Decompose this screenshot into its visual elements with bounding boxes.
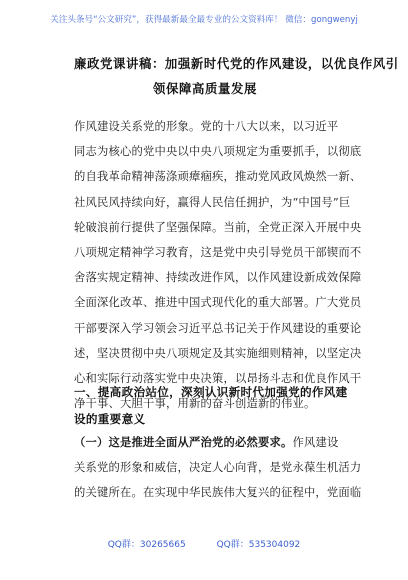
section-heading-line-2: 设的重要意义	[74, 412, 146, 426]
subsection-lead: （一）这是推进全面从严治党的必然要求。	[74, 435, 293, 449]
paragraph-line: 轮破浪前行提供了坚强保障。当前，全党正深入开展中央	[74, 220, 362, 234]
paragraph-line: 同志为核心的党中央以中央八项规定为重要抓手，以彻底	[74, 145, 362, 159]
paragraph-line: 社风民风持续向好，赢得人民信任拥护，为“中国号”巨	[74, 195, 351, 209]
section-heading-1	[74, 379, 348, 433]
section-heading-line-1: 一、提高政治站位，深刻认识新时代加强党的作风建	[74, 385, 348, 399]
intro-paragraph	[74, 114, 362, 416]
title-line-1: 廉政党课讲稿：加强新时代党的作风建设，以优良作风引	[74, 56, 399, 71]
subsection-lead-rest: 作风建设	[292, 436, 339, 449]
paragraph-line: 作风建设关系党的形象。党的十八大以来，以习近平	[74, 120, 339, 133]
paragraph-line: 关系党的形象和威信，决定人心向背，是党永葆生机活力	[74, 461, 362, 475]
page-footer	[0, 537, 408, 550]
qq-group-1: QQ群：30265665	[107, 540, 186, 550]
paragraph-line: 干部要深入学习领会习近平总书记关于作风建设的重要论	[74, 321, 362, 335]
promo-banner: 关注头条号“公文研究”，获得最新最全最专业的公文资料库！ 微信：gongwenyj	[50, 15, 358, 25]
paragraph-line: 舍落实规定精神、持续改进作风，以作风建设新成效保障	[74, 271, 362, 285]
paragraph-line: 的自我革命精神荡涤顽瘴痼疾，推动党风政风焕然一新、	[74, 170, 362, 184]
paragraph-line: 净干事、大胆干事，用新的奋斗创造新的伟业。	[74, 397, 316, 411]
title-line-2: 领保障高质量发展	[153, 81, 257, 96]
document-title	[74, 51, 399, 101]
paragraph-line: 全面深化改革、推进中国式现代化的重大部署。广大党员	[74, 296, 362, 310]
paragraph-line: 心和实际行动落实党中央决策，以昂扬斗志和优良作风干	[74, 371, 362, 385]
subsection-paragraph	[74, 430, 362, 506]
paragraph-line: 述，坚决贯彻中央八项规定及其实施细则精神，以坚定决	[74, 346, 362, 360]
paragraph-line: 八项规定精神学习教育，这是党中央引导党员干部锲而不	[74, 245, 362, 259]
paragraph-line	[74, 430, 339, 455]
paragraph-line: 的关键所在。在实现中华民族伟大复兴的征程中，党面临	[74, 486, 362, 500]
qq-group-2: QQ群：535304092	[216, 540, 301, 550]
